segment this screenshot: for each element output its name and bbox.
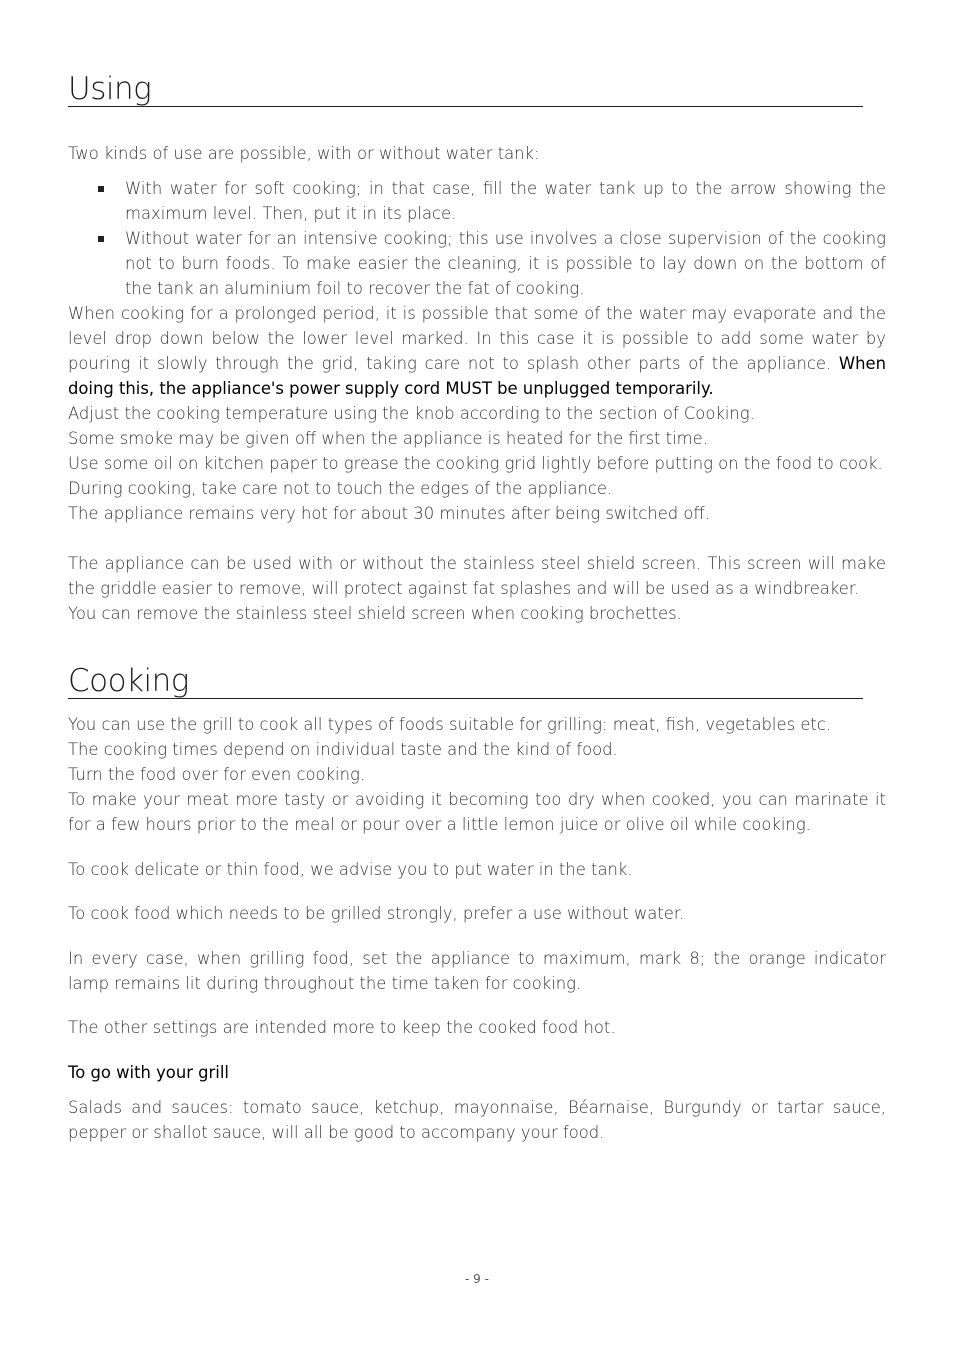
- oil-line: Use some oil on kitchen paper to grease the cooking grid lightly before putting on the food to cook.: [68, 454, 883, 473]
- usage-list: [68, 176, 886, 301]
- foods-line: You can use the grill to cook all types of foods suitable for grilling: meat, fish, vegetables etc.: [68, 715, 832, 734]
- unplug-warning: When doing this, the appliance's power supply cord MUST be unplugged temporarily.: [68, 354, 886, 398]
- using-intro: Two kinds of use are possible, with or without water tank:: [68, 144, 540, 163]
- marinate-paragraph: To make your meat more tasty or avoiding it becoming too dry when cooked, you can marinate it for a few hours prior to the meal or pour over a little lemon juice or olive oil while cooking.: [68, 790, 886, 834]
- list-item: Without water for an intensive cooking; this use involves a close supervision of the cooking not to burn foods. To make easier the cleaning, it is possible to lay down on the bottom of the tank an aluminium foil to recover the fat of cooking.: [68, 226, 886, 301]
- turn-line: Turn the food over for even cooking.: [68, 765, 366, 784]
- page-number: - 9 -: [465, 1272, 489, 1286]
- heading-using: Using: [68, 72, 863, 107]
- heading-cooking: Cooking: [68, 664, 863, 699]
- times-line: The cooking times depend on individual taste and the kind of food.: [68, 740, 618, 759]
- smoke-line: Some smoke may be given off when the appliance is heated for the first time.: [68, 429, 708, 448]
- other-settings-line: The other settings are intended more to keep the cooked food hot.: [68, 1018, 616, 1037]
- list-item: With water for soft cooking; in that case, fill the water tank up to the arrow showing the maximum level. Then, put it in its place.: [68, 176, 886, 226]
- cooking-body: [68, 712, 886, 1145]
- every-case-paragraph: In every case, when grilling food, set the appliance to maximum, mark 8; the orange indicator lamp remains lit during throughout the time taken for cooking.: [68, 949, 886, 993]
- prolonged-paragraph: When cooking for a prolonged period, it is possible that some of the water may evaporate and the level drop down below the lower level marked. In this case it is possible to add some water by pouring it slowly through the grid, taking care not to splash other parts of the appliance. When doing this, the appliance's power supply cord MUST be unplugged temporarily.: [68, 304, 886, 398]
- shield-paragraph: The appliance can be used with or without the stainless steel shield screen. This screen will make the griddle easier to remove, will protect against fat splashes and will be used as a windbreaker.: [68, 554, 886, 598]
- edges-line: During cooking, take care not to touch the edges of the appliance.: [68, 479, 613, 498]
- strong-line: To cook food which needs to be grilled strongly, prefer a use without water.: [68, 904, 685, 923]
- salads-paragraph: Salads and sauces: tomato sauce, ketchup, mayonnaise, Béarnaise, Burgundy or tartar sauce, pepper or shallot sauce, will all be good to accompany your food.: [68, 1098, 886, 1142]
- adjust-line: Adjust the cooking temperature using the knob according to the section of Cooking.: [68, 404, 755, 423]
- square-bullet-icon: [98, 186, 104, 192]
- square-bullet-icon: [98, 236, 104, 242]
- hot-line: The appliance remains very hot for about 30 minutes after being switched off.: [68, 504, 710, 523]
- subheading-go-with-grill: To go with your grill: [68, 1063, 229, 1082]
- brochettes-line: You can remove the stainless steel shield screen when cooking brochettes.: [68, 604, 682, 623]
- using-body: [68, 141, 886, 626]
- delicate-line: To cook delicate or thin food, we advise you to put water in the tank.: [68, 860, 633, 879]
